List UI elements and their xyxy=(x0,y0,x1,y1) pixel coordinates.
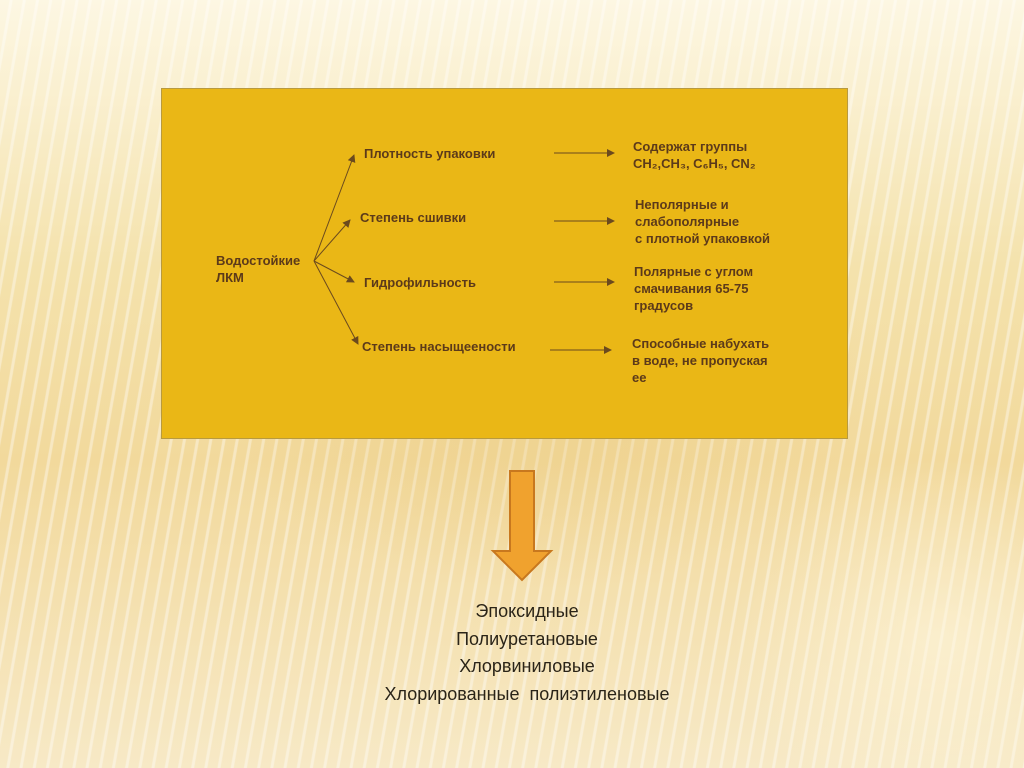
description-saturation-degree: Способные набухать в воде, не пропуская ее xyxy=(632,336,770,385)
property-label-packing-density: Плотность упаковки xyxy=(364,146,496,161)
description-packing-density: Содержат группы CH₂,CH₃, C₆H₅, CN₂ xyxy=(633,139,756,171)
root-node: Водостойкие ЛКМ xyxy=(216,253,301,285)
property-label-hydrophilicity: Гидрофильность xyxy=(364,275,476,290)
branch-arrow-4 xyxy=(314,261,358,344)
coating-type-item: Эпоксидные xyxy=(475,601,579,621)
diagram-panel xyxy=(161,88,848,439)
property-label-crosslink-degree: Степень сшивки xyxy=(360,210,467,225)
property-label-saturation-degree: Степень насыщеености xyxy=(362,339,516,354)
branch-arrow-1 xyxy=(314,155,354,261)
branch-arrow-2 xyxy=(314,220,350,261)
arrow-down-icon xyxy=(490,468,554,584)
description-hydrophilicity: Полярные с углом смачивания 65-75 градусов xyxy=(634,264,754,313)
coating-type-item: Хлорированные полиэтиленовые xyxy=(384,683,670,704)
description-crosslink-degree: Неполярные и слабополярные с плотной упаковкой xyxy=(635,197,771,246)
coating-type-item: Полиуретановые xyxy=(456,628,598,649)
coating-types-list xyxy=(312,598,742,708)
coating-type-item: Хлорвиниловые xyxy=(459,656,595,676)
